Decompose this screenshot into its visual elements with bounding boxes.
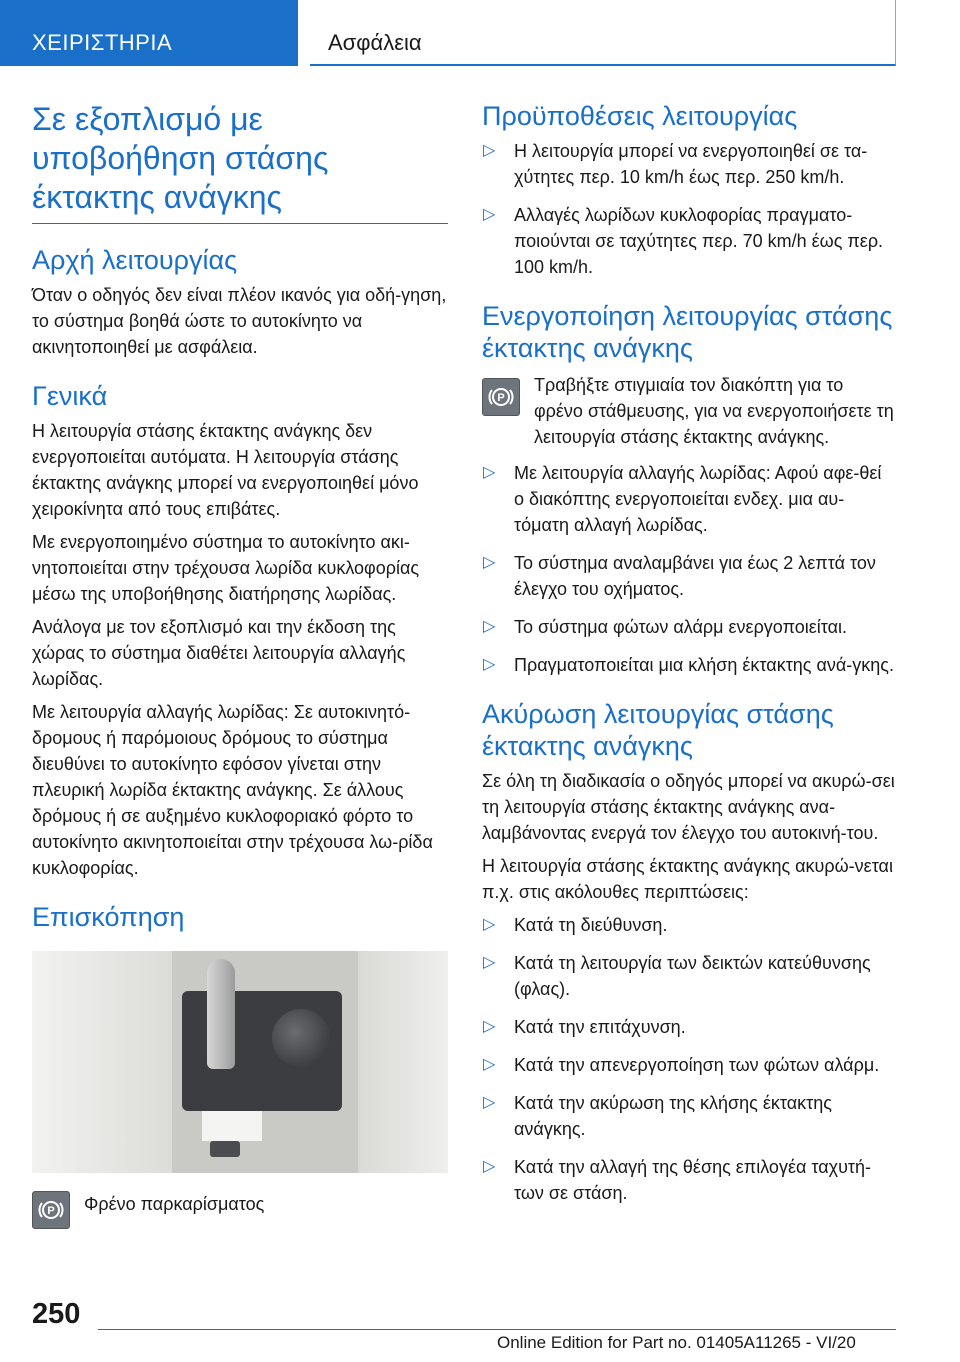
- seat-right: [358, 951, 448, 1173]
- list-item-text: Κατά την ακύρωση της κλήσης έκτακτης ανάγκης.: [514, 1093, 832, 1139]
- page-number: 250: [32, 1298, 81, 1330]
- list-item: [482, 460, 896, 538]
- seat-left: [32, 951, 172, 1173]
- list-item: [482, 912, 896, 938]
- svg-text:P: P: [497, 392, 505, 404]
- header-section-tab: [310, 0, 896, 66]
- right-column: [482, 100, 896, 1218]
- triangle-right-icon: ▷: [483, 206, 496, 223]
- parking-brake-icon: [482, 378, 520, 416]
- parking-brake-icon: [32, 1191, 70, 1229]
- general-paragraph: Με λειτουργία αλλαγής λωρίδας: Σε αυτοκινητό-δρομους ή παρόμοιους δρόμους το σύστημα διευθύνει το αυτοκίνητο εφόσον γίνεται στην πλευρική λωρίδα έκτακτης ανάγκης. Σε άλλους δρόμους ή σε αυξημένο κυκλοφοριακό φόρτο το αυτοκίνητο ακινητοποιείται στην τρέχουσα λω-ρίδα κυκλοφορίας.: [32, 702, 433, 878]
- prereq-list: [482, 138, 896, 280]
- cancel-list: [482, 912, 896, 1206]
- triangle-right-icon: ▷: [483, 618, 496, 635]
- list-item: [482, 202, 896, 280]
- overview-heading: Επισκόπηση: [32, 902, 185, 932]
- general-paragraph: Η λειτουργία στάσης έκτακτης ανάγκης δεν ενεργοποιείται αυτόματα. Η λειτουργία στάσης έκτακτης ανάγκης μπορεί να ενεργοποιηθεί μόνο χειροκίνητα από τους επιβάτες.: [32, 421, 419, 519]
- list-item: [482, 138, 896, 190]
- general-paragraph: Με ενεργοποιημένο σύστημα το αυτοκίνητο ακι-νητοποιείται στην τρέχουσα λωρίδα κυκλοφορίας μέσω της υποβοήθησης διατήρησης λωρίδας.: [32, 532, 420, 604]
- triangle-right-icon: ▷: [483, 954, 496, 971]
- list-item: [482, 652, 896, 678]
- list-item-text: Η λειτουργία μπορεί να ενεργοποιηθεί σε τα-χύτητες περ. 10 km/h έως περ. 250 km/h.: [514, 141, 868, 187]
- triangle-right-icon: ▷: [483, 656, 496, 673]
- photo-caption-text: Φρένο παρκαρίσματος: [84, 1194, 265, 1214]
- list-item-text: Κατά τη λειτουργία των δεικτών κατεύθυνσης (φλας).: [514, 953, 871, 999]
- list-item: [482, 1052, 896, 1078]
- principle-text: Όταν ο οδηγός δεν είναι πλέον ικανός για οδή-γηση, το σύστημα βοηθά ώστε το αυτοκίνητο να ακινητοποιηθεί με ασφάλεια.: [32, 285, 447, 357]
- list-item: [482, 1154, 896, 1206]
- list-item-text: Κατά την επιτάχυνση.: [514, 1017, 686, 1037]
- list-item: [482, 614, 896, 640]
- idrive-controller: [272, 1009, 330, 1067]
- cancel-paragraph: Σε όλη τη διαδικασία ο οδηγός μπορεί να ακυρώ-σει τη λειτουργία στάσης έκτακτης ανάγκης ανα-λαμβάνοντας ενεργά τον έλεγχο του αυτοκινή-του.: [482, 771, 895, 843]
- header-manual-tab: [0, 0, 298, 66]
- list-item-text: Το σύστημα αναλαμβάνει για έως 2 λεπτά τον έλεγχο του οχήματος.: [514, 553, 876, 599]
- cancel-heading: Ακύρωση λειτουργίας στάσης έκτακτης ανάγκης: [482, 699, 834, 761]
- center-console-photo: [32, 951, 448, 1173]
- list-item: [482, 950, 896, 1002]
- chapter-title: Σε εξοπλισμό με υποβοήθηση στάσης έκτακτης ανάγκης: [32, 100, 448, 224]
- triangle-right-icon: ▷: [483, 464, 496, 481]
- footer-divider: [98, 1329, 896, 1330]
- list-item-text: Αλλαγές λωρίδων κυκλοφορίας πραγματο-ποιούνται σε ταχύτητες περ. 70 km/h έως περ. 100 km/h.: [514, 205, 884, 277]
- list-item-text: Κατά την απενεργοποίηση των φώτων αλάρμ.: [514, 1055, 880, 1075]
- svg-text:P: P: [47, 1205, 55, 1217]
- triangle-right-icon: ▷: [483, 554, 496, 571]
- list-item: [482, 550, 896, 602]
- activate-text: Τραβήξτε στιγμιαία τον διακόπτη για το φρένο στάθμευσης, για να ενεργοποιήσετε τη λειτουργία στάσης έκτακτης ανάγκης.: [534, 375, 894, 447]
- left-column: [32, 100, 448, 1231]
- general-paragraph: Ανάλογα με τον εξοπλισμό και την έκδοση της χώρας το σύστημα διαθέτει λειτουργία αλλαγής λωρίδας.: [32, 617, 406, 689]
- header-manual-label: ΧΕΙΡΙΣΤΗΡΙΑ: [32, 30, 173, 55]
- parking-brake-switch: [210, 1141, 240, 1157]
- list-item-text: Το σύστημα φώτων αλάρμ ενεργοποιείται.: [514, 617, 848, 637]
- list-item-text: Κατά τη διεύθυνση.: [514, 915, 668, 935]
- triangle-right-icon: ▷: [483, 1056, 496, 1073]
- triangle-right-icon: ▷: [483, 1018, 496, 1035]
- header-section-label: Ασφάλεια: [328, 30, 422, 55]
- general-heading: Γενικά: [32, 381, 108, 411]
- photo-caption: [32, 1191, 448, 1231]
- activate-list: [482, 460, 896, 678]
- activate-heading: Ενεργοποίηση λειτουργίας στάσης έκτακτης ανάγκης: [482, 301, 893, 363]
- list-item: [482, 1090, 896, 1142]
- activate-instruction: [482, 372, 896, 450]
- triangle-right-icon: ▷: [483, 1158, 496, 1175]
- list-item-text: Πραγματοποιείται μια κλήση έκτακτης ανά-γκης.: [514, 655, 894, 675]
- cancel-paragraph: Η λειτουργία στάσης έκτακτης ανάγκης ακυρώ-νεται π.χ. στις ακόλουθες περιπτώσεις:: [482, 856, 893, 902]
- principle-heading: Αρχή λειτουργίας: [32, 245, 238, 275]
- prereq-heading: Προϋποθέσεις λειτουργίας: [482, 101, 798, 131]
- list-item: [482, 1014, 896, 1040]
- edition-text: Online Edition for Part no. 01405A11265 - VI/20: [497, 1333, 856, 1352]
- list-item-text: Κατά την αλλαγή της θέσης επιλογέα ταχυτή-των σε στάση.: [514, 1157, 872, 1203]
- list-item-text: Με λειτουργία αλλαγής λωρίδας: Αφού αφε-θεί ο διακόπτης ενεργοποιείται ενδεχ. μια αυ-τόματη αλλαγή λωρίδας.: [514, 463, 882, 535]
- triangle-right-icon: ▷: [483, 1094, 496, 1111]
- console-highlight: [202, 1111, 262, 1141]
- triangle-right-icon: ▷: [483, 916, 496, 933]
- triangle-right-icon: ▷: [483, 142, 496, 159]
- gear-selector-lever: [207, 959, 235, 1069]
